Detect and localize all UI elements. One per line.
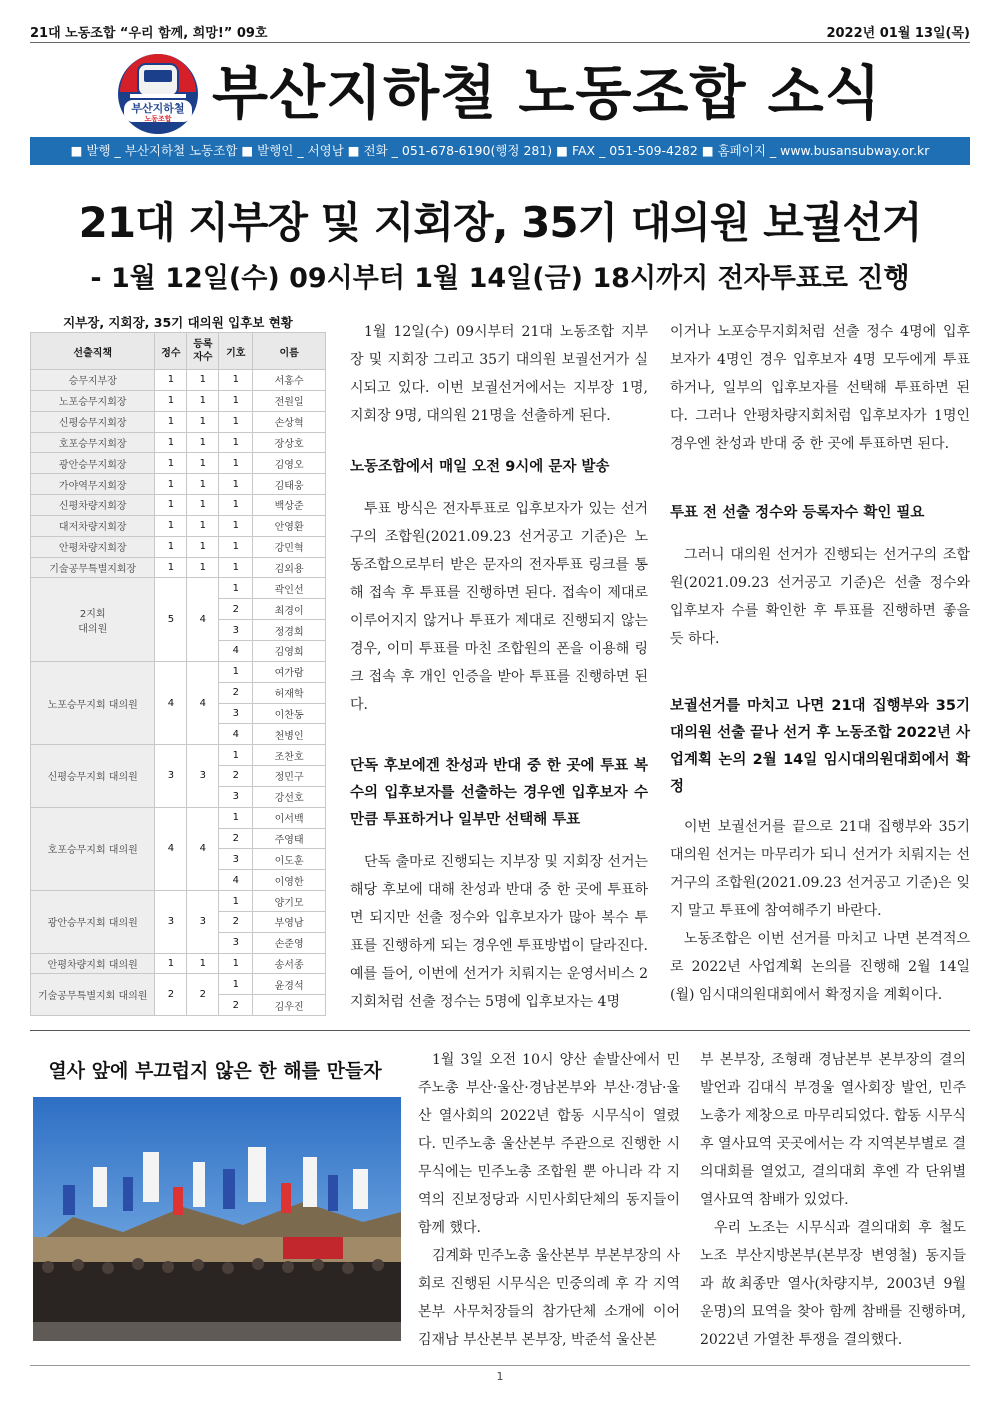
cell-registered: 1: [187, 953, 219, 974]
cell-number: 1: [219, 432, 253, 453]
cell-quota: 1: [155, 453, 187, 474]
article1-paragraph: 단독 출마로 진행되는 지부장 및 지회장 선거는 해당 후보에 대해 찬성과 반대 중 한 곳에 투표하면 되지만 선출 정수와 입후보자가 많아 복수 투표를 진행하게 되는 경우엔 투표방법이 달라진다. 예를 들어, 이번에 선거가 치뤄지는 운영서비스 2지회처럼 선출 정수는 5명에 입후보자는 4명: [350, 854, 648, 1010]
cell-position: 노포승무지회장: [31, 390, 155, 411]
cell-number: 4: [219, 870, 253, 891]
cell-name: 윤경석: [253, 974, 326, 995]
cell-quota: 5: [155, 578, 187, 661]
cell-name: 최경이: [253, 599, 326, 620]
cell-name: 김외용: [253, 557, 326, 578]
cell-number: 2: [219, 599, 253, 620]
article2-paragraph: 부 본부장, 조형래 경남본부 본부장의 결의발언과 김대식 부경울 열사회장 발언, 민주노총가 제창으로 마무리되었다. 합동 시무식 후 열사묘역 곳곳에서는 각 지역본부별로 결의대회를 열었고, 결의대회 후엔 각 단위별 열사묘역 참배가 있었다.: [700, 1052, 966, 1208]
cell-position: 신평승무지회 대의원: [31, 745, 155, 808]
cell-number: 3: [219, 620, 253, 641]
cell-quota: 3: [155, 891, 187, 954]
article2-paragraph: 1월 3일 오전 10시 양산 솥발산에서 민주노총 부산·울산·경남본부와 부산·경남·울산 열사회의 2022년 합동 시무식이 열렸다. 민주노총 울산본부 주관으로 진행한 시무식에는 민주노총 조합원 뿐 아니라 각 지역의 진보정당과 시민사회단체의 동지들이 함께 했다.: [418, 1052, 680, 1236]
cell-quota: 4: [155, 661, 187, 744]
cell-name: 곽인선: [253, 578, 326, 599]
cell-name: 손상혁: [253, 411, 326, 432]
cell-registered: 1: [187, 557, 219, 578]
cell-number: 3: [219, 703, 253, 724]
cell-number: 4: [219, 640, 253, 661]
cell-name: 서홍수: [253, 370, 326, 391]
table-header-row: [31, 333, 326, 370]
cell-position: 기술공무특별지회장: [31, 557, 155, 578]
table-row: [31, 578, 326, 599]
cell-name: 김영오: [253, 453, 326, 474]
th-registered-label: 등록자수: [193, 339, 213, 363]
cell-number: 2: [219, 682, 253, 703]
cell-name: 천병인: [253, 724, 326, 745]
table-row: [31, 453, 326, 474]
cell-number: 1: [219, 536, 253, 557]
cell-number: 2: [219, 911, 253, 932]
cell-quota: 1: [155, 432, 187, 453]
table-row: [31, 661, 326, 682]
cell-name: 여가람: [253, 661, 326, 682]
table-row: [31, 953, 326, 974]
cell-name: 손준영: [253, 932, 326, 953]
cell-position: 노포승무지회 대의원: [31, 661, 155, 744]
cell-number: 1: [219, 515, 253, 536]
cell-registered: 1: [187, 390, 219, 411]
article1-paragraph: 이번 보궐선거를 끝으로 21대 집행부와 35기 대의원 선거는 마무리가 되니 선거가 치뤄지는 선거구의 조합원(2021.09.23 선거공고 기준)은 잊지 말고 투표에 참여해주기 바란다.: [670, 819, 970, 919]
cell-registered: 4: [187, 578, 219, 661]
union-logo: [116, 52, 200, 136]
cell-number: 1: [219, 495, 253, 516]
table-row: [31, 432, 326, 453]
table-row: [31, 891, 326, 912]
cell-name: 부영남: [253, 911, 326, 932]
cell-number: 1: [219, 557, 253, 578]
logo-line2: 노동조합: [144, 115, 172, 123]
cell-position: 광안승무지회 대의원: [31, 891, 155, 954]
issue-date: 2022년 01월 13일(목): [826, 26, 970, 41]
section-divider: [30, 1030, 970, 1031]
cell-quota: 1: [155, 474, 187, 495]
cell-registered: 2: [187, 974, 219, 1016]
article1-paragraph: 그러니 대의원 선거가 진행되는 선거구의 조합원(2021.09.23 선거공고 기준)은 선출 정수와 입후보자 수를 확인한 후 투표를 진행하면 좋을 듯 하다.: [670, 547, 970, 647]
table-caption: 지부장, 지회장, 35기 대의원 입후보 현황: [63, 315, 293, 330]
cell-name: 양기모: [253, 891, 326, 912]
cell-registered: 1: [187, 515, 219, 536]
cell-registered: 1: [187, 432, 219, 453]
cell-name: 강선호: [253, 786, 326, 807]
cell-name: 주영태: [253, 828, 326, 849]
cell-position: 안평차량지회 대의원: [31, 953, 155, 974]
cell-quota: 4: [155, 807, 187, 890]
cell-quota: 3: [155, 745, 187, 808]
cell-registered: 3: [187, 745, 219, 808]
article1-column-2: [670, 318, 970, 1009]
cell-position: 기술공무특별지회 대의원: [31, 974, 155, 1016]
article1-paragraph: 1월 12일(수) 09시부터 21대 노동조합 지부장 및 지회장 그리고 35기 대의원 보궐선거가 실시되고 있다. 이번 보궐선거에서는 지부장 1명, 지회장 9명, 대의원 21명을 선출하게 된다.: [350, 324, 648, 424]
cell-quota: 1: [155, 536, 187, 557]
cell-name: 이영한: [253, 870, 326, 891]
article2-title: 열사 앞에 부끄럽지 않은 한 해를 만들자: [48, 1060, 382, 1082]
article2-paragraph: 우리 노조는 시무식과 결의대회 후 철도노조 부산지방본부(본부장 변영철) 동지들과 故최종만 열사(차량지부, 2003년 9월 운명)의 묘역을 찾아 함께 참배를 진행하며, 2022년 가열찬 투쟁을 결의했다.: [700, 1220, 966, 1348]
th-registered: [187, 333, 219, 370]
article1-subheading: 노동조합에서 매일 오전 9시에 문자 발송: [350, 459, 610, 475]
table-row: [31, 536, 326, 557]
cell-quota: 1: [155, 953, 187, 974]
cell-number: 3: [219, 786, 253, 807]
table-row: [31, 807, 326, 828]
cell-position: 신평차량지회장: [31, 495, 155, 516]
th-quota: 정수: [155, 333, 187, 370]
cell-number: 3: [219, 932, 253, 953]
table-row: [31, 515, 326, 536]
cell-number: 1: [219, 390, 253, 411]
article1-paragraph: 노동조합은 이번 선거를 마치고 나면 본격적으로 2022년 사업계획 논의를 진행해 2월 14일(월) 임시대의원대회에서 확정지을 계획이다.: [670, 931, 970, 1003]
cell-quota: 1: [155, 557, 187, 578]
cell-registered: 4: [187, 661, 219, 744]
masthead-title: 부산지하철 노동조합 소식: [212, 59, 882, 127]
cell-name: 정민구: [253, 766, 326, 787]
candidate-table: [30, 332, 326, 1016]
table-row: [31, 390, 326, 411]
cell-name: 송서종: [253, 953, 326, 974]
cell-number: 1: [219, 953, 253, 974]
article1-subheading: 단독 후보에겐 찬성과 반대 중 한 곳에 투표 복수의 입후보자를 선출하는 경우엔 입후보자 수만큼 투표하거나 일부만 선택해 투표: [350, 758, 648, 828]
cell-name: 강민혁: [253, 536, 326, 557]
cell-name: 정경희: [253, 620, 326, 641]
cell-registered: 4: [187, 807, 219, 890]
cell-position: 안평차량지회장: [31, 536, 155, 557]
page-number: 1: [496, 1370, 504, 1383]
cell-registered: 3: [187, 891, 219, 954]
cell-position: 광안승무지회장: [31, 453, 155, 474]
cell-quota: 1: [155, 390, 187, 411]
article2-paragraph: 김계화 민주노총 울산본부 부본부장의 사회로 진행된 시무식은 민중의례 후 각 지역본부 사무처장들의 참가단체 소개에 이어 김재남 부산본부 본부장, 박준석 울산본: [418, 1248, 680, 1348]
issue-label: 21대 노동조합 “우리 함께, 희망!” 09호: [30, 26, 268, 41]
cell-name: 김태웅: [253, 474, 326, 495]
cell-position: 호포승무지회장: [31, 432, 155, 453]
article1-paragraph: 투표 방식은 전자투표로 입후보자가 있는 선거구의 조합원(2021.09.23 선거공고 기준)은 노동조합으로부터 받은 문자의 전자투표 링크를 통해 접속 후 투표를 진행하면 된다. 접속이 제대로 이루어지지 않거나 투표가 제대로 진행되지 않는 경우, 이미 투표를 마친 조합원의 폰을 이용해 링크 접속 후 개인 인증을 받아 투표를 진행하면 된다.: [350, 501, 648, 713]
cell-position: 가야역무지회장: [31, 474, 155, 495]
article1-subheading: 투표 전 선출 정수와 등록자수 확인 필요: [670, 505, 925, 521]
table-row: [31, 411, 326, 432]
cell-position: 2지회 대의원: [31, 578, 155, 661]
cell-number: 1: [219, 411, 253, 432]
th-number: 기호: [219, 333, 253, 370]
cell-number: 1: [219, 745, 253, 766]
table-row: [31, 745, 326, 766]
article2-column-2: [700, 1046, 966, 1354]
cell-position: 호포승무지회 대의원: [31, 807, 155, 890]
cell-name: 장상호: [253, 432, 326, 453]
cell-name: 백상준: [253, 495, 326, 516]
article1-paragraph: 이거나 노포승무지회처럼 선출 정수 4명에 입후보자가 4명인 경우 입후보자 4명 모두에게 투표하거나, 일부의 입후보자를 선택해 투표하면 된다. 그러나 안평차량지회처럼 입후보자가 1명인 경우엔 찬성과 반대 중 한 곳에 투표하면 된다.: [670, 324, 970, 452]
cell-name: 허재학: [253, 682, 326, 703]
publisher-info-bar: ■ 발행 _ 부산지하철 노동조합 ■ 발행인 _ 서영남 ■ 전화 _ 051-678-6190(행정 281) ■ FAX _ 051-509-4282 ■ 홈페이지 _ www.busansubway.or.kr: [30, 137, 970, 165]
th-name: 이름: [253, 333, 326, 370]
article1-subheading: 보궐선거를 마치고 나면 21대 집행부와 35기 대의원 선출 끝나 선거 후 노동조합 2022년 사업계획 논의 2월 14일 임시대의원대회에서 확정: [670, 698, 970, 795]
table-row: [31, 974, 326, 995]
cell-number: 1: [219, 974, 253, 995]
cell-name: 이서백: [253, 807, 326, 828]
footer-divider: [30, 1365, 970, 1366]
cell-registered: 1: [187, 474, 219, 495]
cell-quota: 1: [155, 411, 187, 432]
cell-name: 김우진: [253, 995, 326, 1016]
top-line: [30, 22, 970, 43]
cell-name: 이찬동: [253, 703, 326, 724]
cell-number: 1: [219, 474, 253, 495]
cell-number: 2: [219, 828, 253, 849]
cell-name: 조찬호: [253, 745, 326, 766]
cell-registered: 1: [187, 495, 219, 516]
cell-name: 김영희: [253, 640, 326, 661]
article2-column-1: [418, 1046, 680, 1354]
cell-number: 4: [219, 724, 253, 745]
cell-name: 전원일: [253, 390, 326, 411]
cell-registered: 1: [187, 411, 219, 432]
cell-registered: 1: [187, 536, 219, 557]
cell-quota: 2: [155, 974, 187, 1016]
cell-position: 승무지부장: [31, 370, 155, 391]
cell-number: 1: [219, 807, 253, 828]
cell-number: 2: [219, 766, 253, 787]
table-row: [31, 495, 326, 516]
rally-photo: [33, 1097, 401, 1341]
cell-registered: 1: [187, 453, 219, 474]
cell-number: 3: [219, 849, 253, 870]
cell-position: 신평승무지회장: [31, 411, 155, 432]
cell-name: 안영환: [253, 515, 326, 536]
cell-number: 1: [219, 453, 253, 474]
table-row: [31, 370, 326, 391]
article-headline: 21대 지부장 및 지회장, 35기 대의원 보궐선거: [78, 198, 922, 247]
article1-column-1: [350, 318, 648, 1016]
cell-registered: 1: [187, 370, 219, 391]
cell-number: 1: [219, 370, 253, 391]
cell-quota: 1: [155, 515, 187, 536]
cell-number: 1: [219, 661, 253, 682]
logo-line1: 부산지하철: [131, 102, 185, 115]
cell-quota: 1: [155, 370, 187, 391]
cell-number: 1: [219, 891, 253, 912]
cell-quota: 1: [155, 495, 187, 516]
cell-position: 대저차량지회장: [31, 515, 155, 536]
th-position: 선출직책: [31, 333, 155, 370]
article-subheadline: - 1월 12일(수) 09시부터 1월 14일(금) 18시까지 전자투표로 진행: [90, 263, 910, 294]
cell-number: 1: [219, 578, 253, 599]
cell-name: 이도훈: [253, 849, 326, 870]
table-row: [31, 557, 326, 578]
cell-number: 2: [219, 995, 253, 1016]
table-row: [31, 474, 326, 495]
